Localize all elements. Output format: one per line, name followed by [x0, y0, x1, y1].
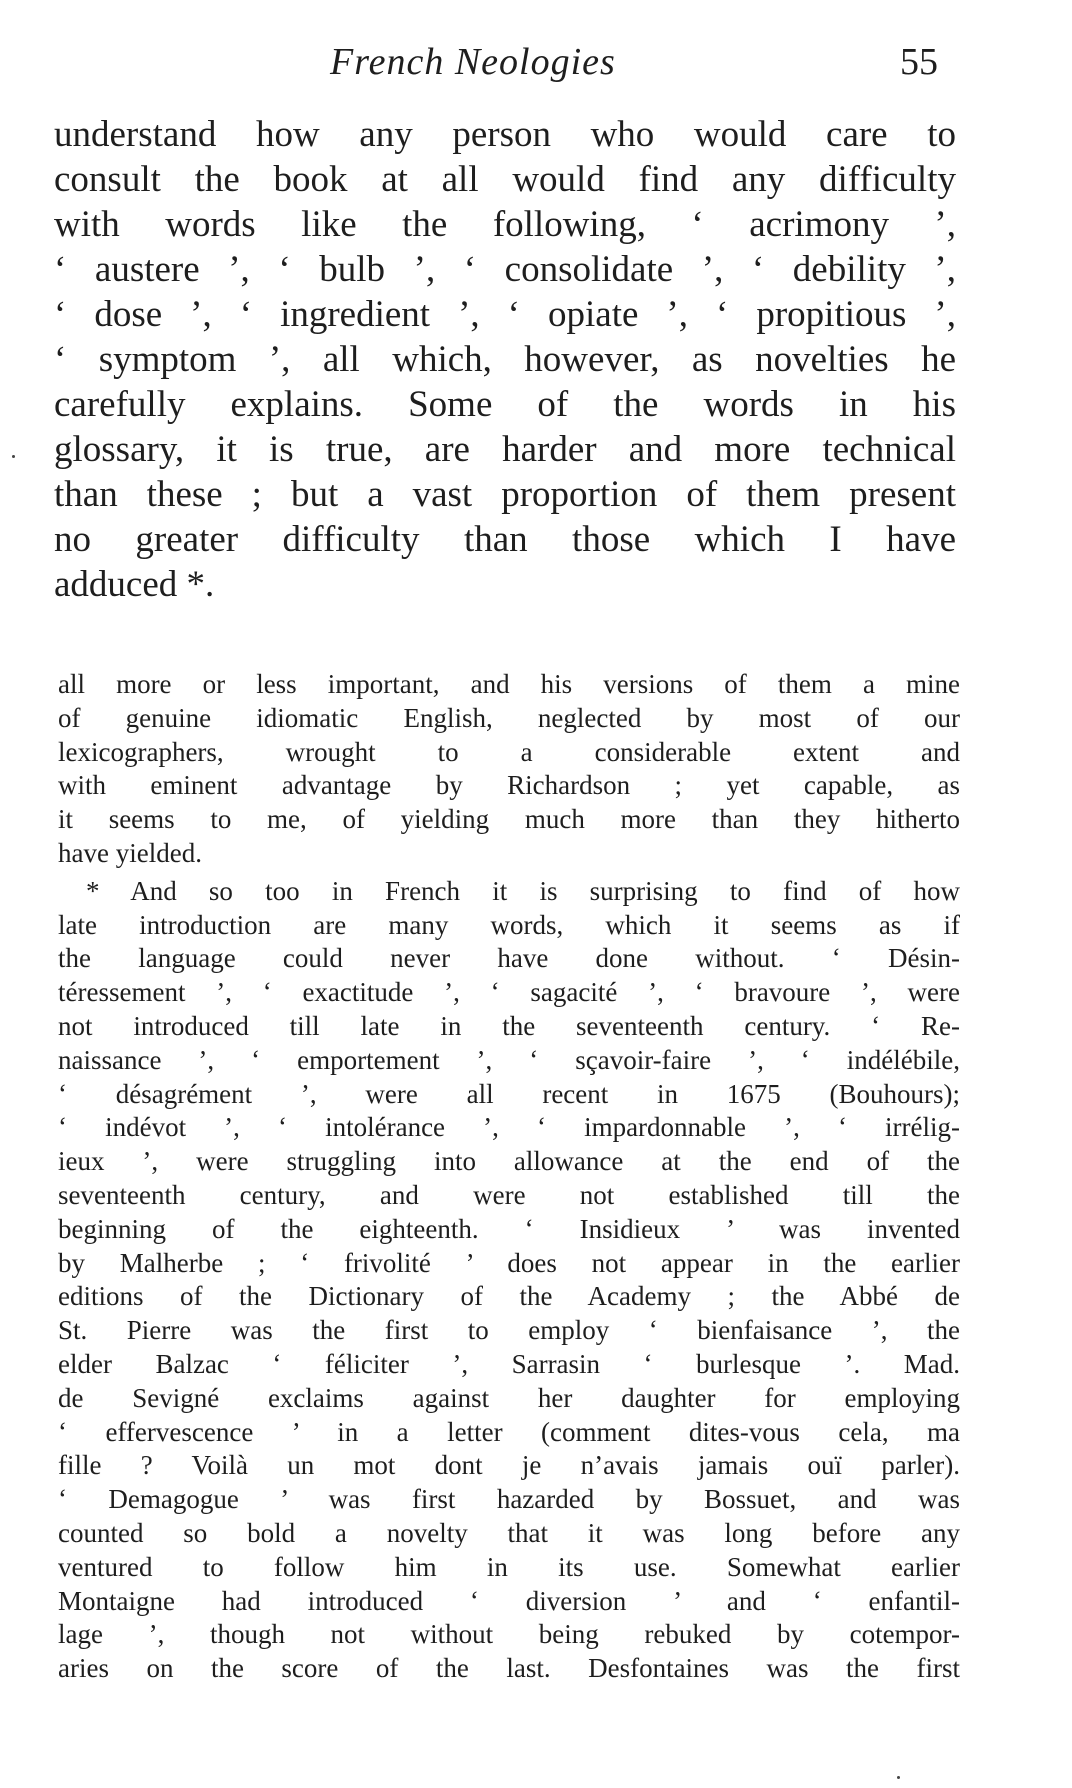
main-text-line: consult the book at all would find any difficulty [54, 159, 956, 200]
footnote-line: St. Pierre was the first to employ ‘ bienfaisance ’, the [58, 1315, 960, 1346]
footnote-asterisk [58, 875, 960, 1686]
page-number: 55 [900, 41, 938, 83]
page-header [0, 40, 1072, 90]
main-text-line: carefully explains. Some of the words in his [54, 384, 956, 425]
footnote-line: counted so bold a novelty that it was long before any [58, 1517, 960, 1548]
footnote-line: ieux ’, were struggling into allowance at the end of the [58, 1146, 960, 1177]
footnote-line: * And so too in French it is surprising to find of how [86, 875, 960, 906]
footnote-line: ‘ indévot ’, ‘ intolérance ’, ‘ impardonnable ’, ‘ irrélig- [58, 1112, 960, 1143]
footnote-line: editions of the Dictionary of the Academy ; the Abbé de [58, 1281, 960, 1312]
footnote-line: naissance ’, ‘ emportement ’, ‘ sçavoir-faire ’, ‘ indélébile, [58, 1044, 960, 1075]
footnote-line: beginning of the eighteenth. ‘ Insidieux ’ was invented [58, 1213, 960, 1244]
footnote-line: have yielded. [58, 837, 202, 868]
main-text-line: understand how any person who would care to [54, 114, 956, 155]
footnote-line: de Sevigné exclaims against her daughter for employing [58, 1382, 960, 1413]
footnote-line: Montaigne had introduced ‘ diversion ’ and ‘ enfantil- [58, 1585, 960, 1616]
footnote-line: of genuine idiomatic English, neglected by most of our [58, 702, 960, 733]
footnote-line: aries on the score of the last. Desfontaines was the first [58, 1653, 960, 1684]
footnote-line: ‘ effervescence ’ in a letter (comment dites-vous cela, ma [58, 1416, 960, 1447]
main-text-line: than these ; but a vast proportion of them present [54, 474, 956, 515]
footnote-line: late introduction are many words, which it seems as if [58, 909, 960, 940]
running-title: French Neologies [330, 41, 616, 83]
footnote-line: with eminent advantage by Richardson ; yet capable, as [58, 770, 960, 801]
main-text-line: no greater difficulty than those which I have [54, 519, 956, 560]
footnote-line: ‘ Demagogue ’ was first hazarded by Bossuet, and was [58, 1484, 960, 1515]
main-text-line: ‘ austere ’, ‘ bulb ’, ‘ consolidate ’, ‘ debility ’, [54, 249, 956, 290]
footnote-line: it seems to me, of yielding much more than they hitherto [58, 804, 960, 835]
footnote-line: ventured to follow him in its use. Somewhat earlier [58, 1551, 960, 1582]
footnote-line: elder Balzac ‘ féliciter ’, Sarrasin ‘ burlesque ’. Mad. [58, 1348, 960, 1379]
footnote-line: by Malherbe ; ‘ frivolité ’ does not appear in the earlier [58, 1247, 960, 1278]
footnote-line: not introduced till late in the seventeenth century. ‘ Re- [58, 1010, 960, 1041]
main-text-line: glossary, it is true, are harder and more technical [54, 429, 956, 470]
scan-speck [897, 1776, 900, 1779]
footnote-line: the language could never have done without. ‘ Désin- [58, 943, 960, 974]
footnote-line: lexicographers, wrought to a considerable extent and [58, 736, 960, 767]
footnote-line: seventeenth century, and were not established till the [58, 1179, 960, 1210]
footnote-line: ‘ désagrément ’, were all recent in 1675 (Bouhours); [58, 1078, 960, 1109]
main-text-line: with words like the following, ‘ acrimony ’, [54, 204, 956, 245]
main-text-line: adduced *. [54, 564, 215, 605]
main-text-line: ‘ dose ’, ‘ ingredient ’, ‘ opiate ’, ‘ propitious ’, [54, 294, 956, 335]
main-text [54, 112, 956, 607]
footnote-line: fille ? Voilà un mot dont je n’avais jamais ouï parler). [58, 1450, 960, 1481]
scan-speck [12, 455, 15, 458]
footnote-continued [58, 668, 960, 871]
footnote-line: lage ’, though not without being rebuked by cotempor- [58, 1619, 960, 1650]
footnote-line: téressement ’, ‘ exactitude ’, ‘ sagacité ’, ‘ bravoure ’, were [58, 977, 960, 1008]
main-text-line: ‘ symptom ’, all which, however, as novelties he [54, 339, 956, 380]
footnotes [58, 668, 960, 1686]
footnote-line: all more or less important, and his versions of them a mine [58, 669, 960, 699]
